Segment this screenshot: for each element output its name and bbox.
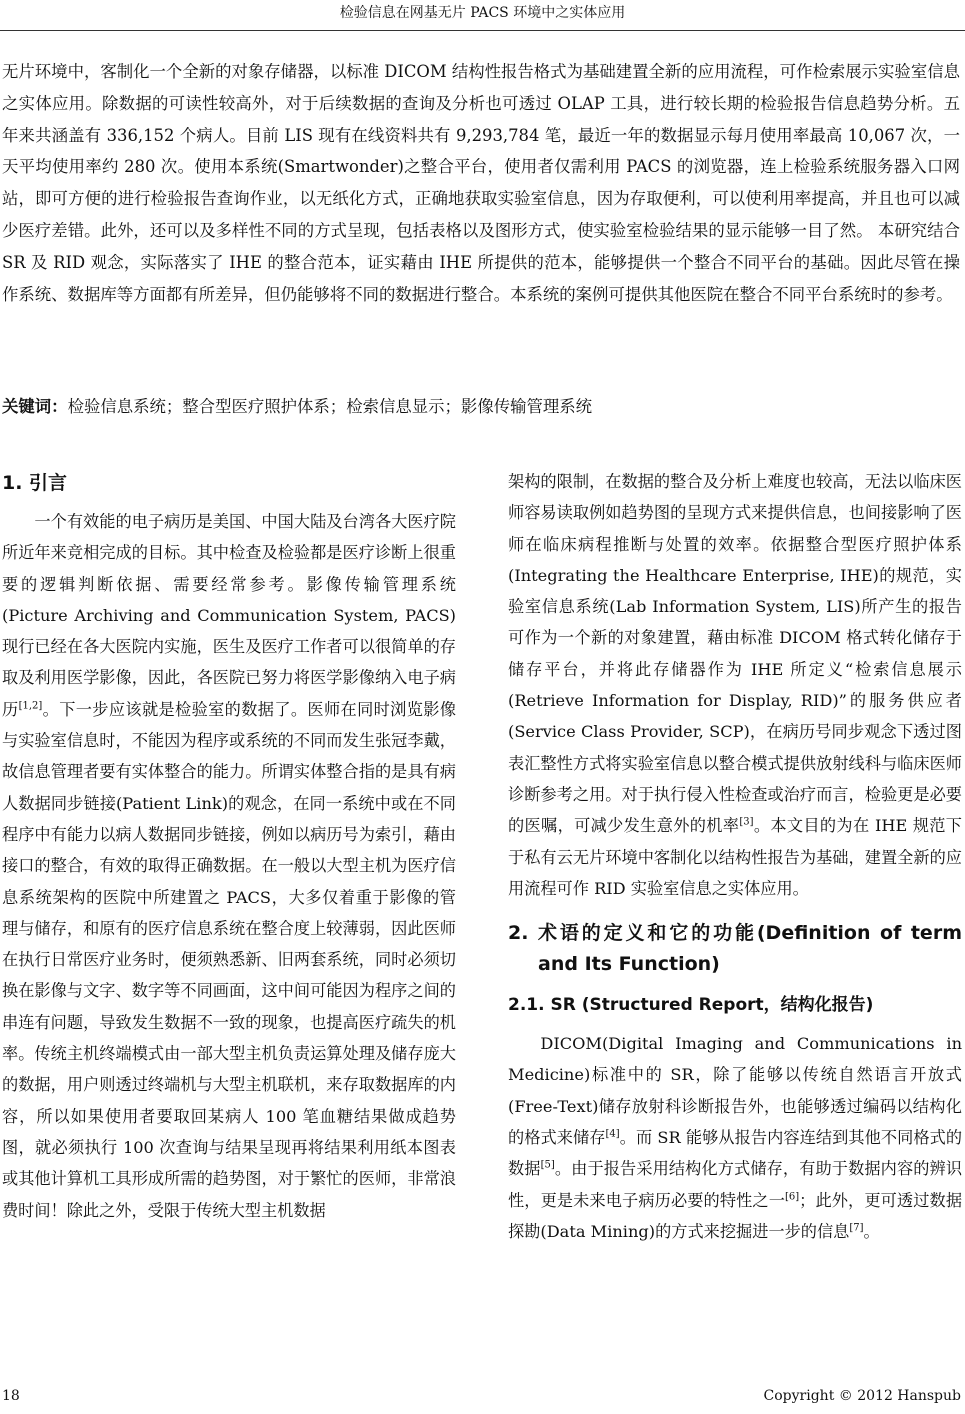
paragraph-text: 架构的限制，在数据的整合及分析上难度也较高，无法以临床医师容易读取例如趋势图的呈现方式来提供信息，也间接影响了医师在临床病程推断与处置的效率。依据整合型医疗照护体系(Integrating the Healthcare Enterprise, IHE)的规范，实验室信息系统(Lab Information System, LIS)所产生的报告可作为一个新的对象建置，藉由标准 DICOM 格式转化储存于储存平台，并将此存储器作为 IHE 所定义“检索信息展示(Retrieve Information for Display, RID)”的服务供应者(Service Class Provider, SCP)，在病历号同步观念下透过图表汇整性方式将实验室信息以整合模式提供放射线科与临床医师诊断参考之用。对于执行侵入性检查或治疗而言，检验更是必要的医嘱，可减少发生意外的机率 [508, 472, 962, 836]
citation: [1,2] [18, 700, 43, 712]
section-2-title: 2. 术语的定义和它的功能(Definition of term and Its Function) [508, 922, 962, 976]
paragraph-text: 一个有效能的电子病历是美国、中国大陆及台湾各大医疗院所近年来竞相完成的目标。其中检查及检验都是医疗诊断上很重要的逻辑判断依据、需要经常参考。影像传输管理系统(Picture Archiving and Communication System, PACS)现行已经在各大医院内实施，医生及医疗工作者可以很简单的存取及利用医学影像，因此，各医院已努力将医学影像纳入电子病历 [2, 512, 456, 719]
section-1-title: 1. 引言 [2, 472, 68, 494]
citation: [7] [849, 1222, 864, 1234]
copyright-notice: Copyright © 2012 Hanspub [763, 1388, 961, 1404]
paragraph-text: 。由于报告采用结构化方式储存，有助于数据内容的辨识性，更是未来电子病历必要的特性之一 [508, 1159, 963, 1210]
citation: [5] [540, 1159, 555, 1171]
left-column [2, 466, 456, 1226]
right-column [508, 466, 962, 1247]
section-1-paragraph [2, 506, 456, 1226]
section-1-paragraph-cont [508, 466, 962, 904]
keywords-text: 检验信息系统；整合型医疗照护体系；检索信息显示；影像传输管理系统 [67, 397, 593, 416]
section-2-1-title: 2.1. SR (Structured Report，结构化报告) [508, 995, 874, 1016]
keywords-label: 关键词： [2, 397, 68, 416]
citation: [6] [785, 1191, 800, 1203]
page-number: 18 [2, 1388, 20, 1404]
paragraph-text: 。而 SR 能够从报告内容连结到其他不同格式的数据 [508, 1128, 963, 1179]
citation: [3] [739, 816, 754, 828]
abstract-text: 无片环境中，客制化一个全新的对象存储器，以标准 DICOM 结构性报告格式为基础建置全新的应用流程，可作检索展示实验室信息之实体应用。除数据的可读性较高外，对于后续数据的查询及分析也可透过 OLAP 工具，进行较长期的检验报告信息趋势分析。五年来共涵盖有 336,152 个病人。目前 LIS 现有在线资料共有 9,293,784 笔，最近一年的数据显示每月使用率最高 10,067 次，一天平均使用率约 280 次。使用本系统(Smartwonder)之整合平台，使用者仅需利用 PACS 的浏览器，连上检验系统服务器入口网站，即可方便的进行检验报告查询作业，以无纸化方式，正确地获取实验室信息，因为存取便利，可以使利用率提高，并且也可以减少医疗差错。此外，还可以及多样性不同的方式呈现，包括表格以及图形方式，使实验室检验结果的显示能够一目了然。 本研究结合 SR 及 RID 观念，实际落实了 IHE 的整合范本，证实藉由 IHE 所提供的范本，能够提供一个整合不同平台的基础。因此尽管在操作系统、数据库等方面都有所差异，但仍能够将不同的数据进行整合。本系统的案例可提供其他医院在整合不同平台系统时的参考。 [2, 62, 960, 304]
paragraph-text: 。本文目的为在 IHE 规范下于私有云无片环境中客制化以结构性报告为基础，建置全新的应用流程可作 RID 实验室信息之实体应用。 [508, 816, 962, 898]
keywords [2, 392, 960, 422]
citation: [4] [605, 1128, 620, 1140]
running-title: 检验信息在网基无片 PACS 环境中之实体应用 [339, 5, 626, 21]
paragraph-text: DICOM(Digital Imaging and Communications in Medicine)标准中的 SR，除了能够以传统自然语言开放式(Free-Text)储存放射科诊断报告外，也能够透过编码以结构化的格式来储存 [508, 1034, 962, 1148]
paragraph-text: 。下一步应该就是检验室的数据了。医师在同时浏览影像与实验室信息时，不能因为程序或系统的不同而发生张冠李戴，故信息管理者要有实体整合的能力。所谓实体整合指的是具有病人数据同步链接(Patient Link)的观念，在同一系统中或在不同程序中有能力以病人数据同步链接，例如以病历号为索引，藉由接口的整合，有效的取得正确数据。在一般以大型主机为医疗信息系统架构的医院中所建置之 PACS，大多仅着重于影像的管理与储存，和原有的医疗信息系统在整合度上较薄弱，因此医师在执行日常医疗业务时，便须熟悉新、旧两套系统，同时必须切换在影像与文字、数字等不同画面，这中间可能因为程序之间的串连有问题，导致发生数据不一致的现象，也提高医疗疏失的机率。传统主机终端模式由一部大型主机负责运算处理及储存庞大的数据，用户则透过终端机与大型主机联机，来存取数据库的内容，所以如果使用者要取回某病人 100 笔血糖结果做成趋势图，就必须执行 100 次查询与结果呈现再将结果利用纸本图表或其他计算机工具形成所需的趋势图，对于繁忙的医师，非常浪费时间！除此之外，受限于传统大型主机数据 [2, 699, 457, 1220]
paragraph-text: 。 [863, 1221, 880, 1241]
paragraph-text: ；此外，更可透过数据探勘(Data Mining)的方式来挖掘进一步的信息 [508, 1190, 963, 1241]
running-header [0, 0, 965, 31]
section-2-1-paragraph [508, 1028, 962, 1247]
